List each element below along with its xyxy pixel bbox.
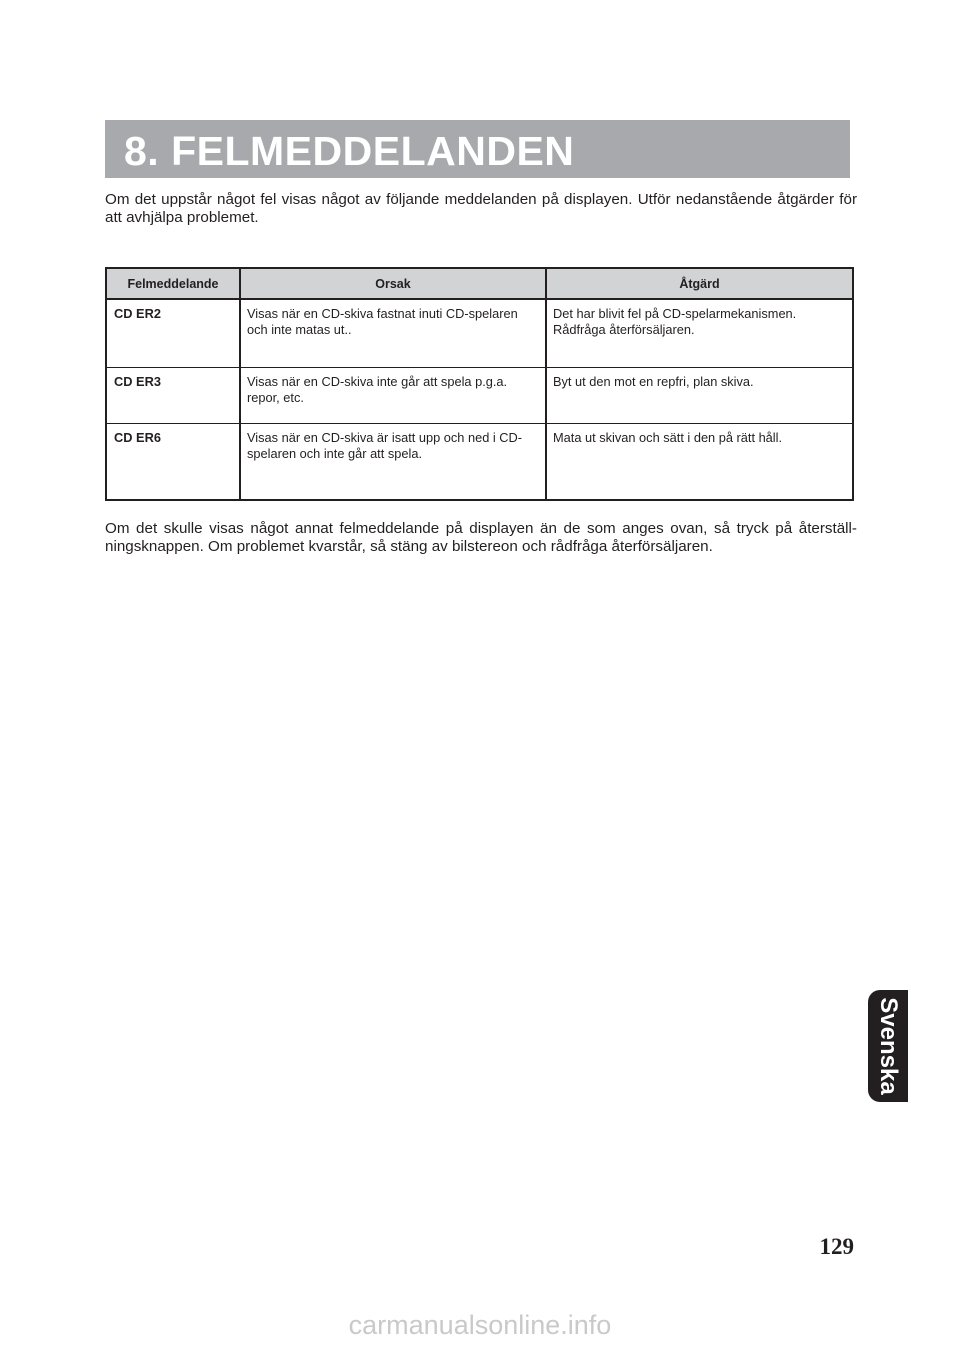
language-tab-label: Svenska [875,997,902,1095]
error-code: CD ER3 [106,368,240,424]
intro-paragraph: Om det uppstår något fel visas något av följande meddelanden på displayen. Utför nedanstående åtgärder för att avhjälpa problemet. [105,191,857,226]
error-code: CD ER2 [106,299,240,368]
outro-paragraph: Om det skulle visas något annat felmeddelande på displayen än de som anges ovan, så tryck på återställ-ningsknappen. Om problemet kvarstår, så stäng av bilstereon och rådfråga återförsäljaren. [105,520,857,555]
section-title: 8. FELMEDDELANDEN [124,128,575,174]
table-row [106,424,853,501]
watermark: carmanualsonline.info [348,1310,612,1340]
page-number: 129 [819,1234,854,1259]
table-row [106,368,853,424]
error-action: Det har blivit fel på CD-spelarmekanismen. Rådfråga återförsäljaren. [546,299,853,368]
error-action: Mata ut skivan och sätt i den på rätt håll. [546,424,853,501]
language-tab [868,990,908,1102]
error-cause: Visas när en CD-skiva är isatt upp och ned i CD-spelaren och inte går att spela. [240,424,546,501]
error-code: CD ER6 [106,424,240,501]
header-cause: Orsak [240,268,546,299]
table-header-row [106,268,853,299]
table-row [106,299,853,368]
error-message-table [105,267,854,501]
error-action: Byt ut den mot en repfri, plan skiva. [546,368,853,424]
error-cause: Visas när en CD-skiva inte går att spela p.g.a. repor, etc. [240,368,546,424]
section-title-bar [105,120,850,178]
header-action: Åtgärd [546,268,853,299]
error-cause: Visas när en CD-skiva fastnat inuti CD-spelaren och inte matas ut.. [240,299,546,368]
header-error-message: Felmeddelande [106,268,240,299]
